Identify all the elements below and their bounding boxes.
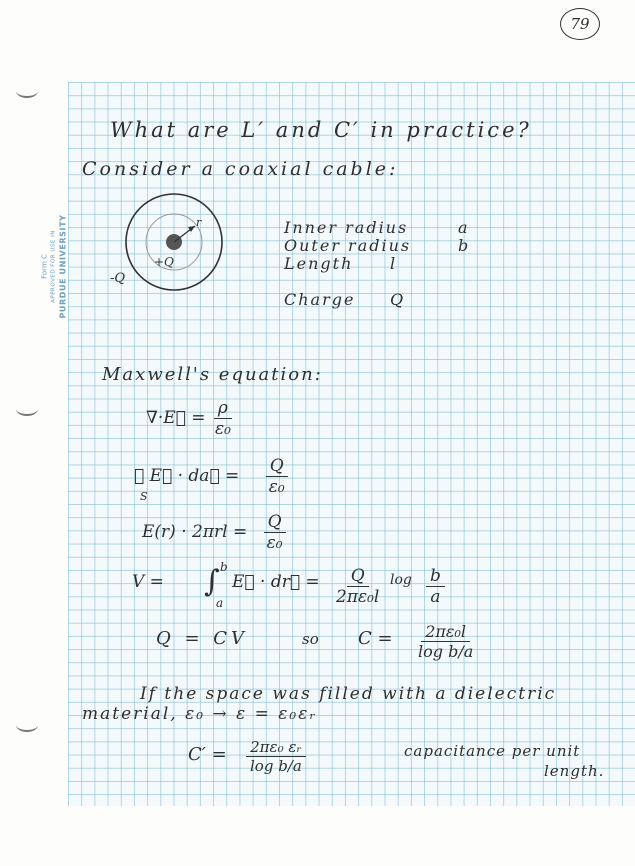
equation-5 <box>156 622 496 674</box>
eq1-num: ρ <box>214 398 232 419</box>
eq3-num: Q <box>264 512 286 533</box>
eq3-fraction <box>263 512 287 553</box>
eq4-log: log <box>390 572 412 588</box>
binder-hole <box>16 718 38 732</box>
outer-charge-label: -Q <box>110 271 126 286</box>
equation-2 <box>134 456 289 503</box>
eq5-num: 2πε₀l <box>421 622 470 642</box>
equation-4 <box>132 560 462 616</box>
eq4-log-fraction <box>426 566 445 607</box>
param-symbol: b <box>458 236 469 255</box>
capacitance-note-line1: capacitance per unit <box>404 742 581 760</box>
intro-text: Consider a coaxial cable: <box>82 158 399 180</box>
eq6-den: log b/a <box>250 757 302 775</box>
inner-charge-label: +Q <box>154 255 174 269</box>
eq5-fraction <box>414 622 477 661</box>
param-label: Length <box>284 254 354 273</box>
eq4-lhs: V = <box>132 572 164 592</box>
form-tag <box>41 187 68 347</box>
page-number <box>560 8 600 40</box>
equation-1 <box>146 398 235 439</box>
capacitance-note-line2: length. <box>544 762 605 780</box>
equation-6 <box>188 738 388 788</box>
param-label: Outer radius <box>284 236 412 255</box>
eq3-lhs: E(r) · 2πrl = <box>142 522 248 542</box>
maxwell-label: Maxwell's equation: <box>102 364 323 385</box>
param-symbol: a <box>458 218 468 237</box>
eq4-log-num: b <box>426 566 445 587</box>
page-number-text: 79 <box>570 15 590 33</box>
eq4-fraction <box>332 566 383 607</box>
eq1-fraction <box>211 398 235 439</box>
integral-sign: ∫ <box>204 564 220 599</box>
eq4-upper: b <box>220 560 228 574</box>
eq1-den: ε₀ <box>214 419 231 439</box>
eq4-log-den: a <box>430 587 441 607</box>
eq5-so: so <box>302 630 319 648</box>
dielectric-line2: material, ε₀ → ε = ε₀εᵣ <box>82 704 318 724</box>
coax-diagram <box>100 190 240 300</box>
heading: What are L′ and C′ in practice? <box>110 118 532 142</box>
form-tag-line3: PURDUE UNIVERSITY <box>58 214 68 319</box>
eq6-num: 2πε₀ εᵣ <box>246 738 306 757</box>
binder-hole <box>16 402 38 416</box>
eq6-fraction <box>246 738 306 775</box>
dielectric-line1: If the space was filled with a dielectric <box>140 684 557 704</box>
eq4-lower: a <box>216 596 224 610</box>
binder-hole <box>16 84 38 98</box>
param-label: Inner radius <box>284 218 409 237</box>
param-symbol: Q <box>390 290 404 309</box>
eq2-den: ε₀ <box>268 477 285 497</box>
eq4-den: 2πε₀l <box>336 587 380 607</box>
param-symbol: l <box>390 254 396 273</box>
radius-label: r <box>196 216 202 229</box>
eq5-den: log b/a <box>418 642 474 661</box>
eq4-integrand: E⃗ · dr⃗ = <box>232 572 320 592</box>
eq3-den: ε₀ <box>266 533 283 553</box>
form-tag-line1: Form C <box>40 254 49 279</box>
eq5-rhs: C = <box>358 628 393 649</box>
eq6-lhs: C′ = <box>188 744 227 765</box>
form-tag-line2: APPROVED FOR USE IN <box>50 230 57 303</box>
eq1-lhs: ∇·E⃗ = <box>146 408 206 428</box>
equation-3 <box>142 512 287 553</box>
eq2-num: Q <box>266 456 288 477</box>
eq4-num: Q <box>347 566 369 587</box>
param-label: Charge <box>284 290 356 309</box>
eq2-sub: S <box>140 490 148 503</box>
eq2-lhs: ∮ E⃗ · da⃗ = <box>134 466 240 486</box>
eq2-fraction <box>265 456 289 497</box>
eq5-lhs: Q = CV <box>156 628 249 649</box>
